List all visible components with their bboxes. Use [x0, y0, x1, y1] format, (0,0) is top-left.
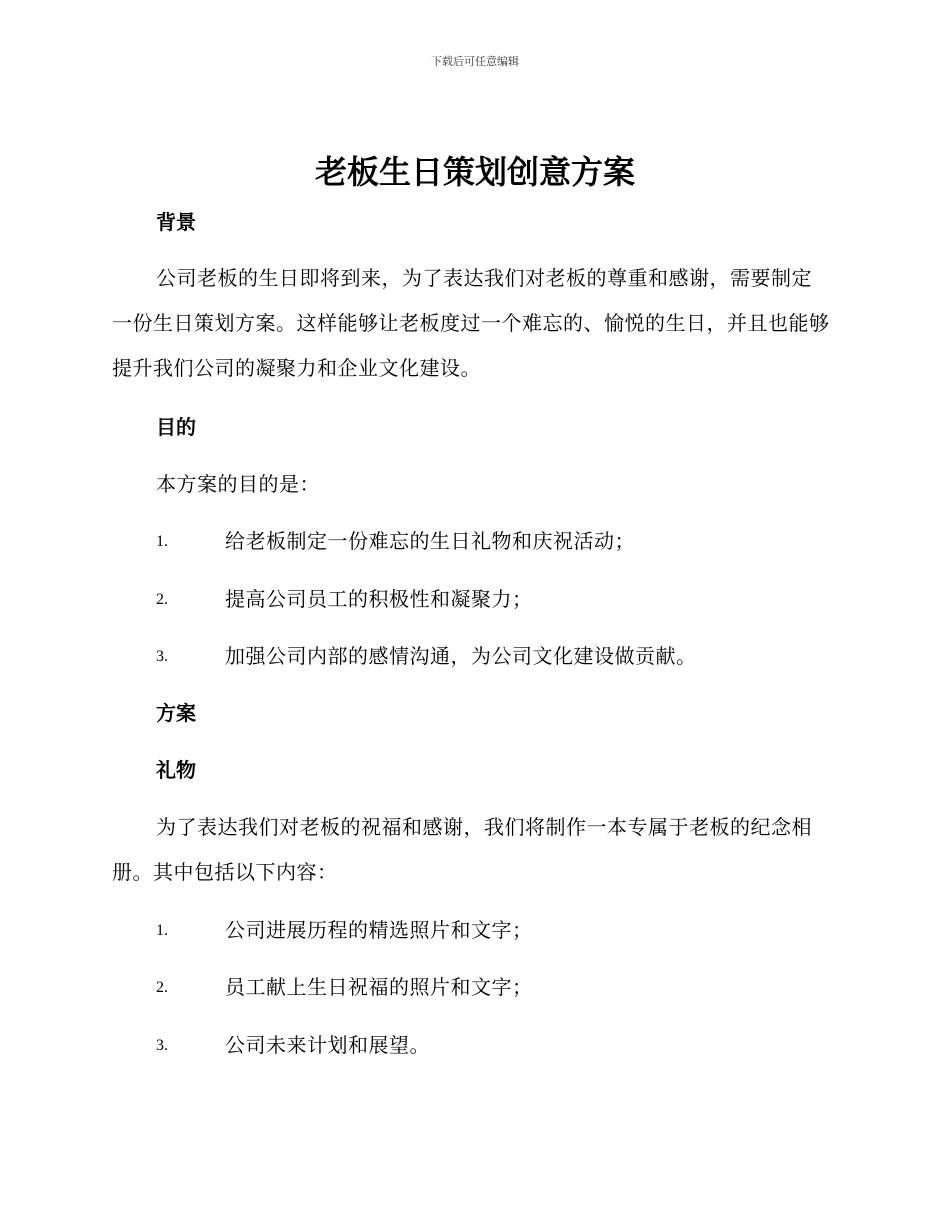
list-number: 2. — [156, 979, 168, 996]
goal-intro: 本方案的目的是： — [156, 472, 320, 496]
section-heading-gift: 礼物 — [156, 758, 196, 782]
list-text: 加强公司内部的感情沟通，为公司文化建设做贡献。 — [225, 644, 697, 668]
header-note: 下载后可任意编辑 — [431, 55, 519, 68]
list-number: 3. — [156, 648, 168, 665]
gift-list-item — [156, 973, 836, 1001]
list-text: 给老板制定一份难忘的生日礼物和庆祝活动； — [225, 529, 635, 553]
background-paragraph: 公司老板的生日即将到来，为了表达我们对老板的尊重和感谢，需要制定一份生日策划方案。这样能够让老板度过一个难忘的、愉悦的生日，并且也能够提升我们公司的凝聚力和企业文化建设。 — [112, 266, 830, 380]
document-title: 老板生日策划创意方案 — [314, 153, 635, 191]
list-text: 公司未来计划和展望。 — [225, 1033, 430, 1057]
section-heading-background: 背景 — [156, 210, 196, 234]
section-heading-plan: 方案 — [156, 701, 196, 725]
gift-list-item — [156, 916, 836, 944]
goal-list-item — [156, 585, 836, 613]
list-number: 1. — [156, 533, 168, 550]
goal-list-item — [156, 527, 836, 555]
list-number: 1. — [156, 922, 168, 939]
list-text: 员工献上生日祝福的照片和文字； — [225, 975, 533, 999]
list-text: 提高公司员工的积极性和凝聚力； — [225, 587, 533, 611]
gift-paragraph: 为了表达我们对老板的祝福和感谢，我们将制作一本专属于老板的纪念相册。其中包括以下内容： — [112, 815, 812, 884]
section-heading-goal: 目的 — [156, 415, 196, 439]
goal-list-item — [156, 642, 836, 670]
list-number: 2. — [156, 591, 168, 608]
gift-list-item — [156, 1031, 836, 1059]
list-text: 公司进展历程的精选照片和文字； — [225, 918, 533, 942]
list-number: 3. — [156, 1037, 168, 1054]
